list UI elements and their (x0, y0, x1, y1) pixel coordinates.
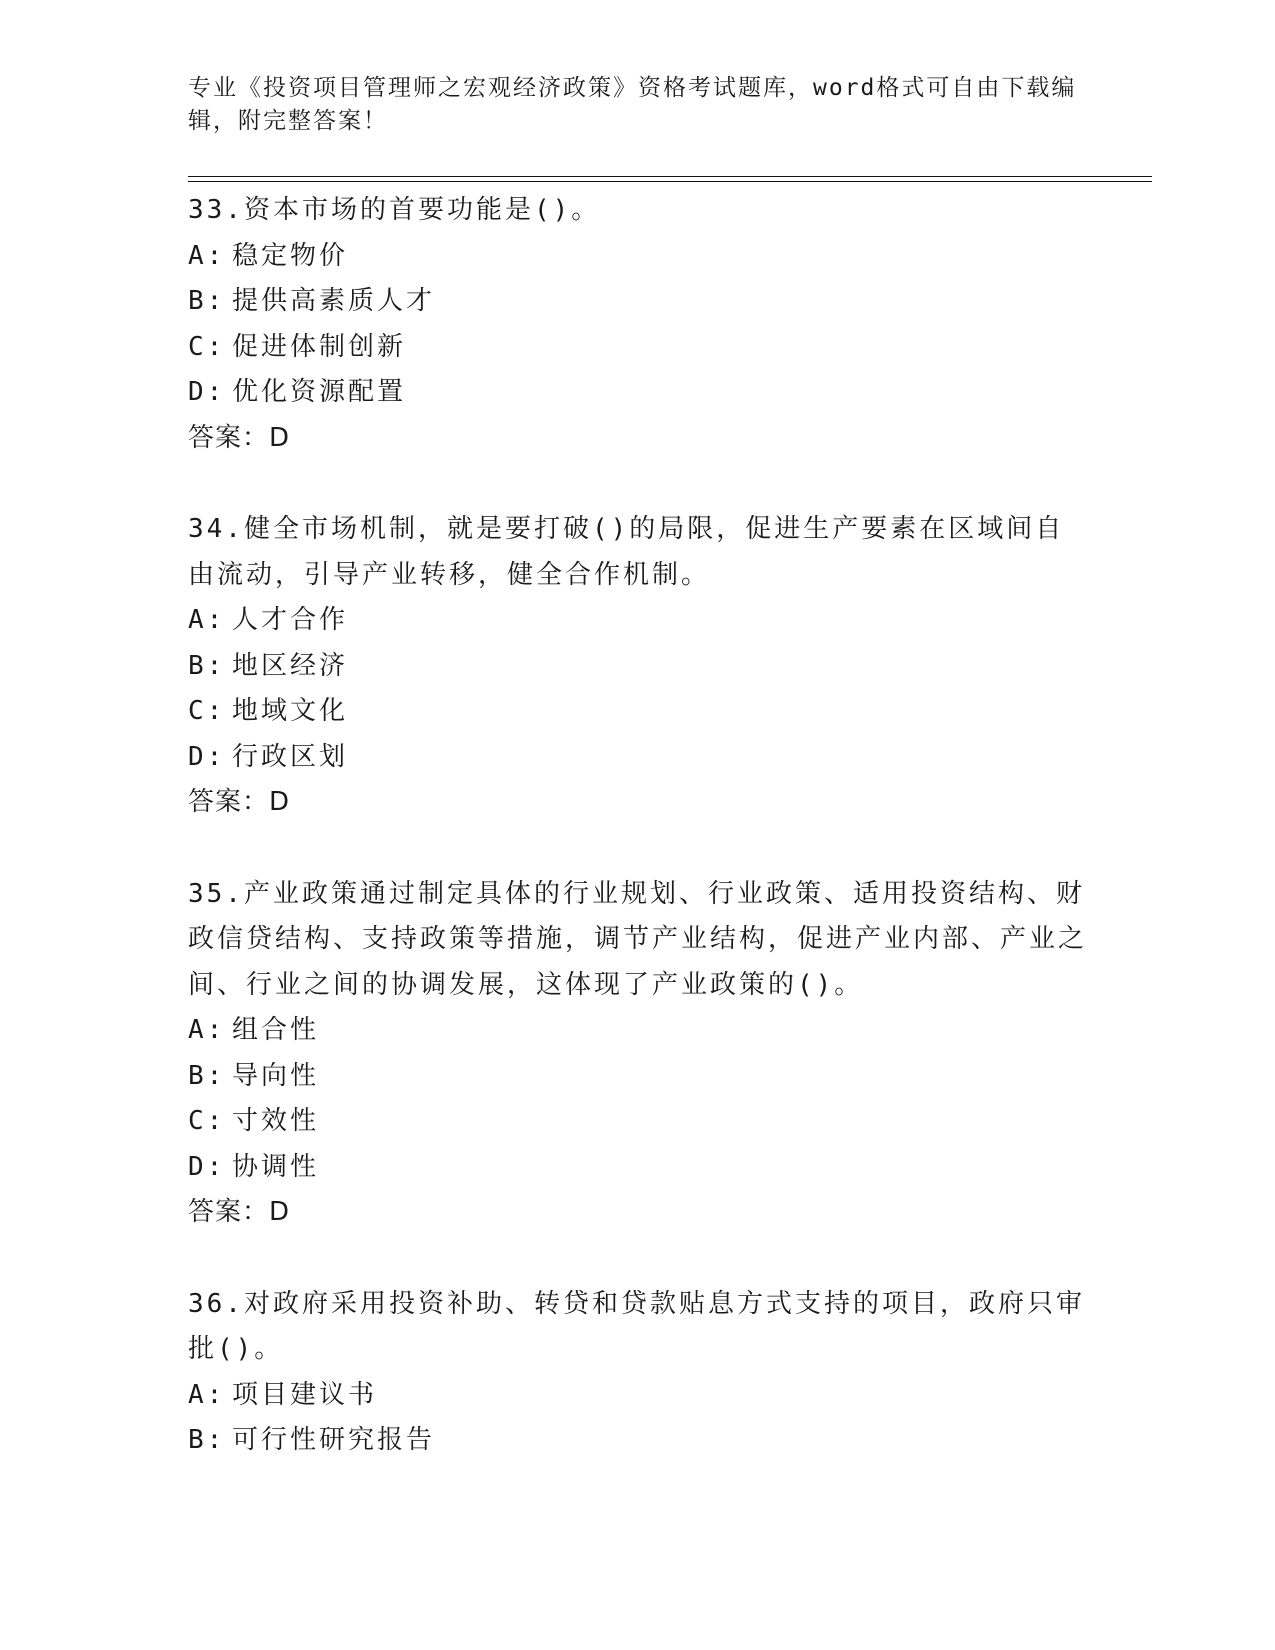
option-key: B: (188, 1425, 226, 1455)
question-35 (188, 872, 1088, 1236)
option-c (188, 689, 1088, 735)
option-a (188, 1008, 1088, 1054)
question-36 (188, 1282, 1088, 1464)
option-text: 地区经济 (232, 650, 349, 681)
option-key: B: (188, 650, 226, 681)
option-text: 组合性 (232, 1015, 320, 1045)
question-stem: 33.资本市场的首要功能是()。 (188, 195, 601, 225)
answer-line: 答案：D (188, 1197, 291, 1227)
option-text: 导向性 (232, 1060, 320, 1091)
option-key: C: (188, 331, 226, 362)
option-b (188, 1054, 1088, 1100)
document-header: 专业《投资项目管理师之宏观经济政策》资格考试题库，word格式可自由下载编辑，附完整答案！ (188, 75, 1077, 134)
header-divider-bottom (188, 181, 1152, 182)
option-b (188, 279, 1088, 325)
option-key: D: (188, 741, 226, 772)
option-a (188, 598, 1088, 644)
option-key: B: (188, 286, 226, 316)
option-text: 寸效性 (232, 1106, 320, 1136)
option-key: B: (188, 1060, 226, 1091)
option-text: 提供高素质人才 (232, 286, 436, 316)
option-text: 地域文化 (232, 696, 349, 726)
question-34 (188, 507, 1088, 826)
option-d (188, 1145, 1088, 1191)
option-text: 项目建议书 (232, 1379, 378, 1410)
option-key: D: (188, 377, 226, 407)
option-a (188, 234, 1088, 280)
option-key: D: (188, 1151, 226, 1182)
option-key: A: (188, 1379, 226, 1410)
answer-line: 答案：D (188, 422, 291, 453)
option-c (188, 325, 1088, 371)
header-divider-top (188, 176, 1152, 177)
option-text: 人才合作 (232, 605, 349, 635)
question-stem: 36.对政府采用投资补助、转贷和贷款贴息方式支持的项目，政府只审批()。 (188, 1288, 1085, 1364)
option-b (188, 1418, 1088, 1464)
question-list (188, 188, 1088, 1510)
option-c (188, 1099, 1088, 1145)
option-a (188, 1373, 1088, 1419)
option-text: 可行性研究报告 (232, 1425, 436, 1455)
option-key: A: (188, 1015, 226, 1045)
option-key: C: (188, 696, 226, 726)
option-key: A: (188, 605, 226, 635)
option-text: 优化资源配置 (232, 377, 407, 407)
question-stem: 35.产业政策通过制定具体的行业规划、行业政策、适用投资结构、财政信贷结构、支持政策等措施，调节产业结构，促进产业内部、产业之间、行业之间的协调发展，这体现了产业政策的()。 (188, 878, 1088, 1000)
option-d (188, 735, 1088, 781)
option-b (188, 644, 1088, 690)
option-text: 稳定物价 (232, 240, 349, 271)
answer-line: 答案：D (188, 787, 291, 817)
option-d (188, 370, 1088, 416)
question-33 (188, 188, 1088, 461)
option-text: 协调性 (232, 1151, 320, 1182)
option-text: 促进体制创新 (232, 331, 407, 362)
option-text: 行政区划 (232, 741, 349, 772)
option-key: C: (188, 1106, 226, 1136)
question-stem: 34.健全市场机制，就是要打破()的局限，促进生产要素在区域间自由流动，引导产业转移，健全合作机制。 (188, 514, 1065, 590)
option-key: A: (188, 240, 226, 271)
